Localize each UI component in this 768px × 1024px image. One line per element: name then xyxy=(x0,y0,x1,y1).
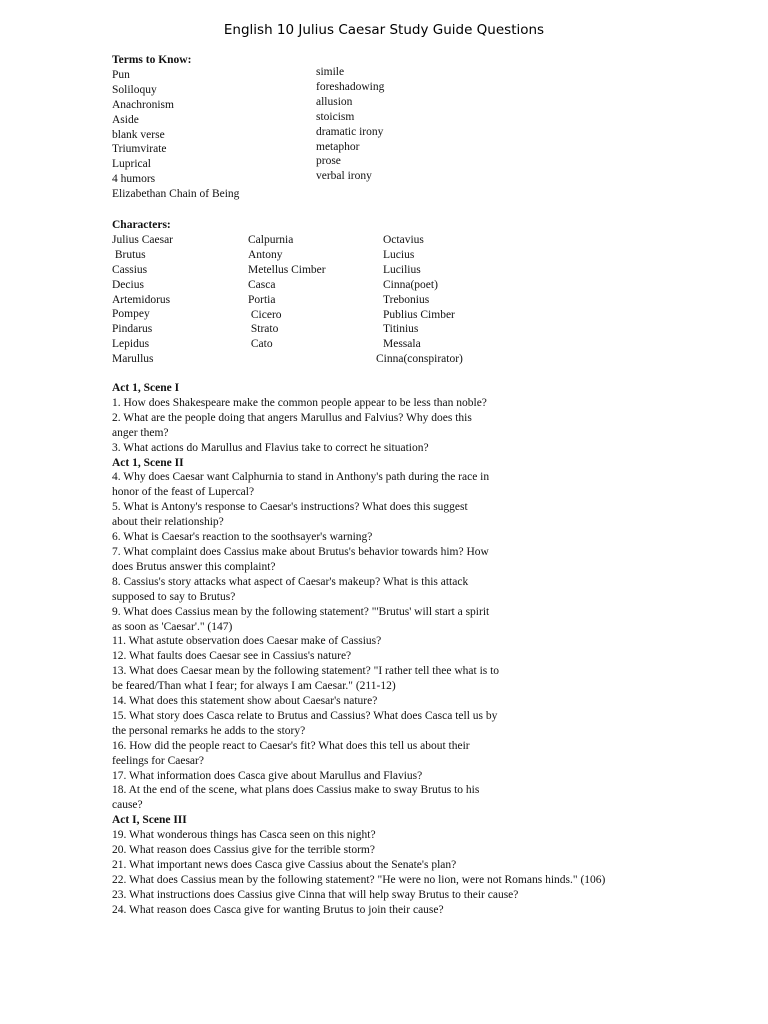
character-item: Brutus xyxy=(112,248,146,261)
question-line: honor of the feast of Lupercal? xyxy=(112,486,255,499)
character-item: Cicero xyxy=(248,308,282,321)
question-line: 11. What astute observation does Caesar make of Cassius? xyxy=(112,635,382,648)
character-item: Messala xyxy=(383,338,421,351)
terms-heading: Terms to Know: xyxy=(112,54,192,66)
question-line: 9. What does Cassius mean by the following statement? "'Brutus' will start a spirit xyxy=(112,605,490,618)
question-line: 17. What information does Casca give about Marullus and Flavius? xyxy=(112,769,423,782)
section-heading: Act 1, Scene II xyxy=(112,456,184,469)
question-line: 3. What actions do Marullus and Flavius take to correct he situation? xyxy=(112,441,429,454)
question-line: 20. What reason does Cassius give for the terrible storm? xyxy=(112,844,375,857)
character-item: Cinna(poet) xyxy=(383,278,438,291)
question-line: 2. What are the people doing that angers Marullus and Falvius? Why does this xyxy=(112,411,472,424)
characters-col-3 xyxy=(376,233,463,367)
character-item: Trebonius xyxy=(383,293,430,306)
character-item: Lucilius xyxy=(383,263,421,276)
character-item: Pindarus xyxy=(112,323,153,336)
question-line: 14. What does this statement show about Caesar's nature? xyxy=(112,695,378,708)
question-line: as soon as 'Caesar'." (147) xyxy=(112,620,233,633)
question-line: 4. Why does Caesar want Calphurnia to stand in Anthony's path during the race in xyxy=(112,471,490,484)
question-line: 12. What faults does Caesar see in Cassius's nature? xyxy=(112,650,352,663)
term-item: stoicism xyxy=(316,110,355,123)
question-line: 21. What important news does Casca give Cassius about the Senate's plan? xyxy=(112,859,457,871)
characters-col-1 xyxy=(112,218,173,367)
question-line: 23. What instructions does Cassius give Cinna that will help sway Brutus to their cause? xyxy=(112,888,519,901)
character-item: Portia xyxy=(248,293,276,306)
question-line: 18. At the end of the scene, what plans does Cassius make to sway Brutus to his xyxy=(112,784,480,797)
character-item: Cinna(conspirator) xyxy=(376,353,463,366)
term-item: foreshadowing xyxy=(316,80,385,93)
questions xyxy=(112,381,605,918)
question-line: 22. What does Cassius mean by the following statement? "He were no lion, were not Romans hinds." (106) xyxy=(112,873,606,886)
term-item: prose xyxy=(316,155,341,168)
character-item: Calpurnia xyxy=(248,234,294,246)
term-item: 4 humors xyxy=(112,173,156,186)
question-line: 6. What is Caesar's reaction to the soothsayer's warning? xyxy=(112,531,373,544)
question-line: does Brutus answer this complaint? xyxy=(112,560,276,573)
character-item: Marullus xyxy=(112,353,154,366)
character-item: Artemidorus xyxy=(112,293,171,306)
character-item: Antony xyxy=(248,248,283,261)
question-line: supposed to say to Brutus? xyxy=(112,590,236,603)
term-item: simile xyxy=(316,66,345,78)
question-line: the personal remarks he adds to the story? xyxy=(112,724,306,737)
character-item: Cato xyxy=(248,338,273,351)
question-line: cause? xyxy=(112,799,143,812)
character-item: Julius Caesar xyxy=(112,233,174,246)
character-item: Metellus Cimber xyxy=(248,263,326,276)
term-item: Luprical xyxy=(112,158,151,171)
question-line: feelings for Caesar? xyxy=(112,754,204,767)
term-item: verbal irony xyxy=(316,170,372,183)
character-item: Titinius xyxy=(383,323,419,336)
character-item: Publius Cimber xyxy=(383,308,455,321)
character-item: Casca xyxy=(248,278,276,291)
question-line: about their relationship? xyxy=(112,516,224,529)
question-line: anger them? xyxy=(112,426,169,439)
question-line: 19. What wonderous things has Casca seen on this night? xyxy=(112,829,376,842)
character-item: Lepidus xyxy=(112,338,150,351)
character-item: Pompey xyxy=(112,308,150,321)
term-item: Elizabethan Chain of Being xyxy=(112,188,240,201)
section-heading: Act 1, Scene I xyxy=(112,382,180,394)
term-item: blank verse xyxy=(112,128,165,141)
characters-col-2 xyxy=(248,233,326,352)
question-line: 8. Cassius's story attacks what aspect of Caesar's makeup? What is this attack xyxy=(112,575,469,588)
question-line: 15. What story does Casca relate to Brutus and Cassius? What does Casca tell us by xyxy=(112,709,498,722)
section-heading: Act I, Scene III xyxy=(112,814,187,827)
terms-col-1 xyxy=(112,53,239,202)
characters-heading: Characters: xyxy=(112,219,171,231)
term-item: Soliloquy xyxy=(112,83,157,96)
character-item: Decius xyxy=(112,278,144,291)
question-line: 13. What does Caesar mean by the following statement? "I rather tell thee what is to xyxy=(112,665,500,678)
character-item: Lucius xyxy=(383,248,415,261)
character-item: Cassius xyxy=(112,263,148,276)
term-item: Aside xyxy=(112,113,139,126)
question-line: 16. How did the people react to Caesar's fit? What does this tell us about their xyxy=(112,739,470,752)
question-line: 5. What is Antony's response to Caesar's instructions? What does this suggest xyxy=(112,501,468,514)
term-item: metaphor xyxy=(316,140,360,153)
term-item: dramatic irony xyxy=(316,125,384,138)
question-line: be feared/Than what I fear; for always I am Caesar." (211-12) xyxy=(112,680,396,693)
question-line: 7. What complaint does Cassius make about Brutus's behavior towards him? How xyxy=(112,545,489,558)
terms-col-2 xyxy=(316,65,384,184)
question-line: 24. What reason does Casca give for wanting Brutus to join their cause? xyxy=(112,903,444,916)
term-item: Anachronism xyxy=(112,98,174,111)
term-item: allusion xyxy=(316,95,353,108)
page-title: English 10 Julius Caesar Study Guide Questions xyxy=(223,22,545,38)
term-item: Pun xyxy=(112,68,130,81)
question-line: 1. How does Shakespeare make the common people appear to be less than noble? xyxy=(112,396,487,409)
term-item: Triumvirate xyxy=(112,143,167,156)
character-item: Octavius xyxy=(383,234,424,246)
character-item: Strato xyxy=(248,323,279,336)
